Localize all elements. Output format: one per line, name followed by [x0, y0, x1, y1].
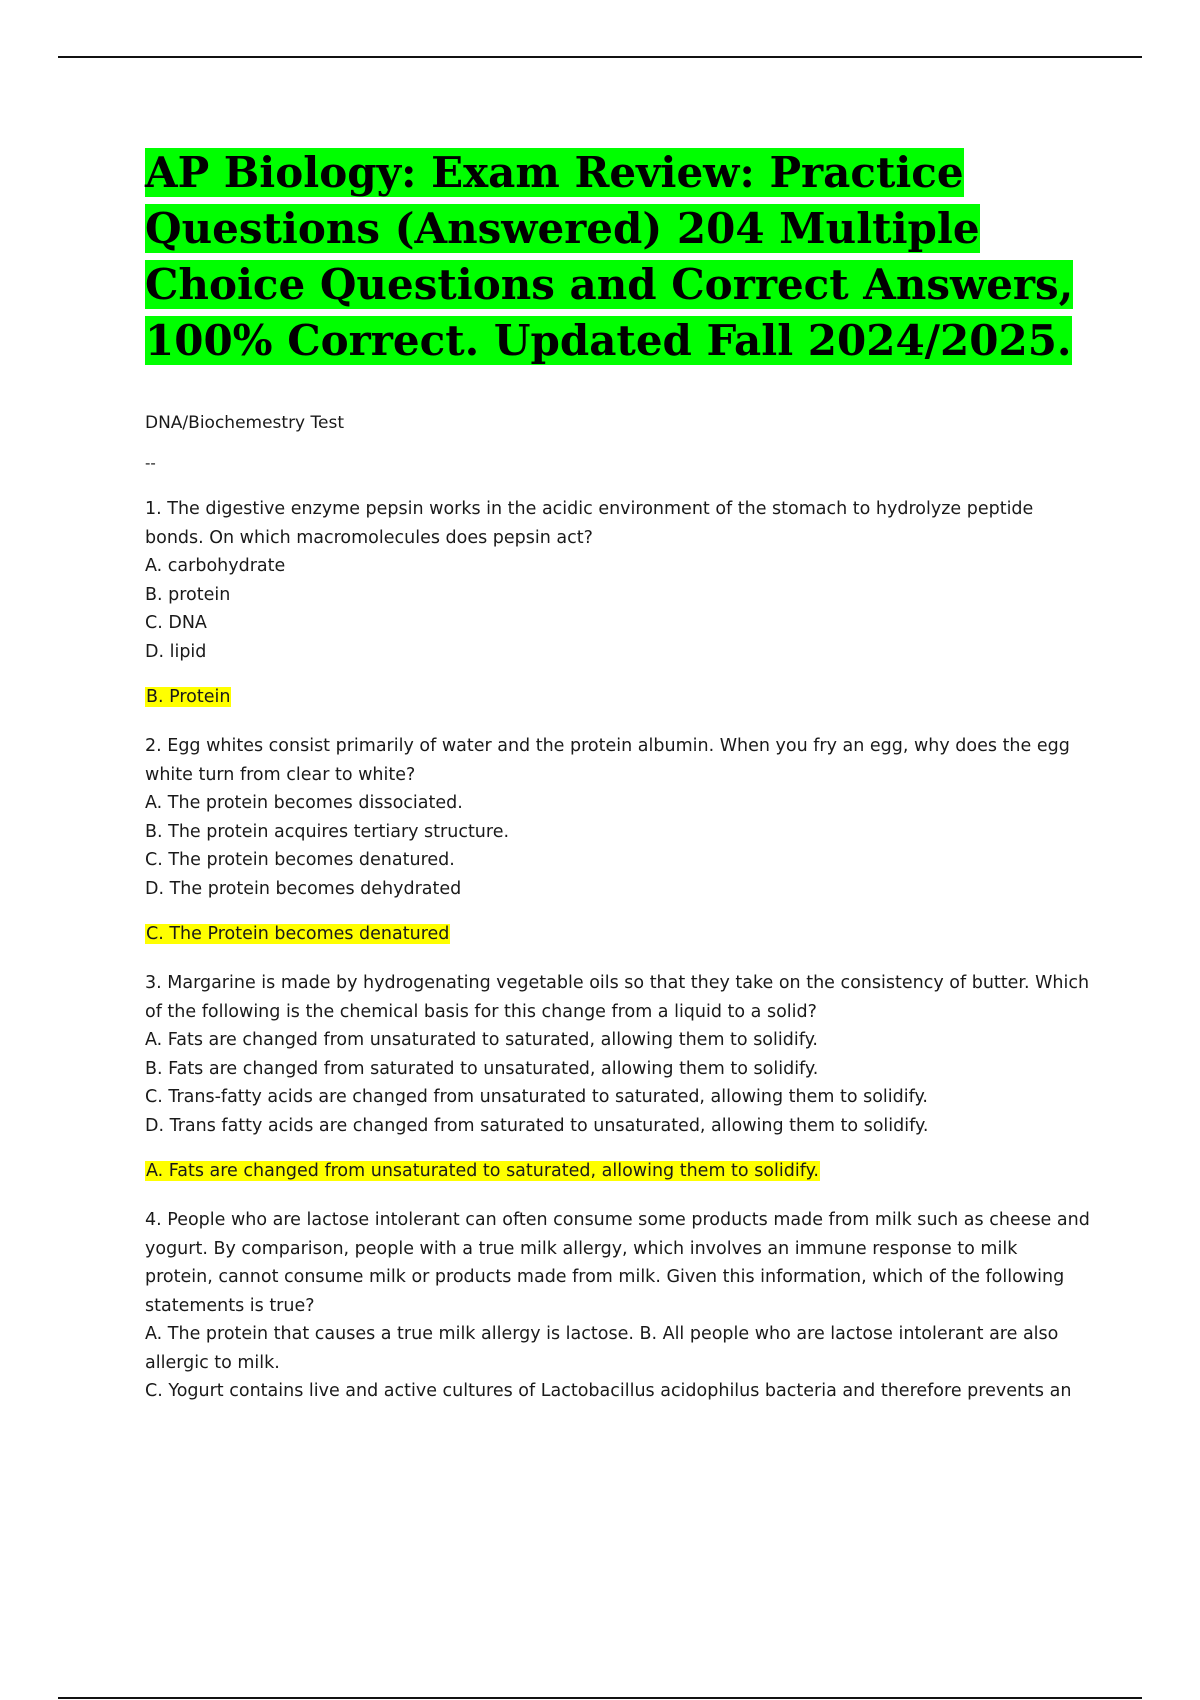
document-title-text: AP Biology: Exam Review: Practice Questions (Answered) 204 Multiple Choice Questions and Correct Answers, 100% Correct. Updated Fall 2024/2025.: [145, 148, 1074, 365]
option-d: D. Trans fatty acids are changed from saturated to unsaturated, allowing them to solidify.: [145, 1115, 929, 1136]
question-stem: 3. Margarine is made by hydrogenating vegetable oils so that they take on the consistency of butter. Which of the following is the chemical basis for this change from a liquid to a solid?: [145, 973, 1090, 1022]
question-stem: 1. The digestive enzyme pepsin works in the acidic environment of the stomach to hydrolyze peptide bonds. On which macromolecules does pepsin act?: [145, 499, 1034, 548]
option-c: C. The protein becomes denatured.: [145, 850, 455, 870]
option-a: A. Fats are changed from unsaturated to saturated, allowing them to solidify.: [145, 1030, 818, 1050]
option-a: A. carbohydrate: [145, 556, 286, 576]
answer-highlight: C. The Protein becomes denatured: [146, 924, 450, 944]
document-title: [145, 145, 1075, 369]
question-3: [145, 969, 1090, 1140]
answer-1: [145, 684, 1090, 710]
question-1: [145, 495, 1090, 666]
question-2: [145, 732, 1090, 903]
separator-text: --: [145, 454, 156, 472]
option-d: D. The protein becomes dehydrated: [145, 878, 462, 899]
test-subtitle: DNA/Biochemestry Test: [145, 413, 345, 433]
answer-2: [145, 921, 1090, 947]
question-4: [145, 1206, 1090, 1406]
answer-highlight: B. Protein: [146, 687, 231, 707]
option-c: C. Trans-fatty acids are changed from unsaturated to saturated, allowing them to solidify.: [145, 1087, 928, 1107]
option-b: B. Fats are changed from saturated to unsaturated, allowing them to solidify.: [145, 1058, 819, 1079]
question-stem: 2. Egg whites consist primarily of water and the protein albumin. When you fry an egg, why does the egg white turn from clear to white?: [145, 736, 1070, 785]
top-rule: [58, 56, 1142, 58]
answer-highlight: A. Fats are changed from unsaturated to saturated, allowing them to solidify.: [146, 1161, 819, 1181]
option-d: D. lipid: [145, 641, 207, 662]
option-b: B. The protein acquires tertiary structure.: [145, 821, 510, 842]
answer-3: [145, 1158, 1090, 1184]
option-a: A. The protein becomes dissociated.: [145, 793, 463, 813]
option-c: C. DNA: [145, 613, 207, 633]
option-a: A. The protein that causes a true milk allergy is lactose. B. All people who are lactose intolerant are also allergic to milk.: [145, 1324, 1059, 1373]
question-stem: 4. People who are lactose intolerant can often consume some products made from milk such as cheese and yogurt. By comparison, people with a true milk allergy, which involves an immune response to milk protein, cannot consume milk or products made from milk. Given this information, which of the following statements is true?: [145, 1210, 1090, 1316]
option-b: B. protein: [145, 584, 231, 605]
option-c: C. Yogurt contains live and active cultures of Lactobacillus acidophilus bacteria and therefore prevents an: [145, 1381, 1072, 1401]
document-body: [145, 145, 1090, 1406]
bottom-rule: [58, 1697, 1142, 1699]
